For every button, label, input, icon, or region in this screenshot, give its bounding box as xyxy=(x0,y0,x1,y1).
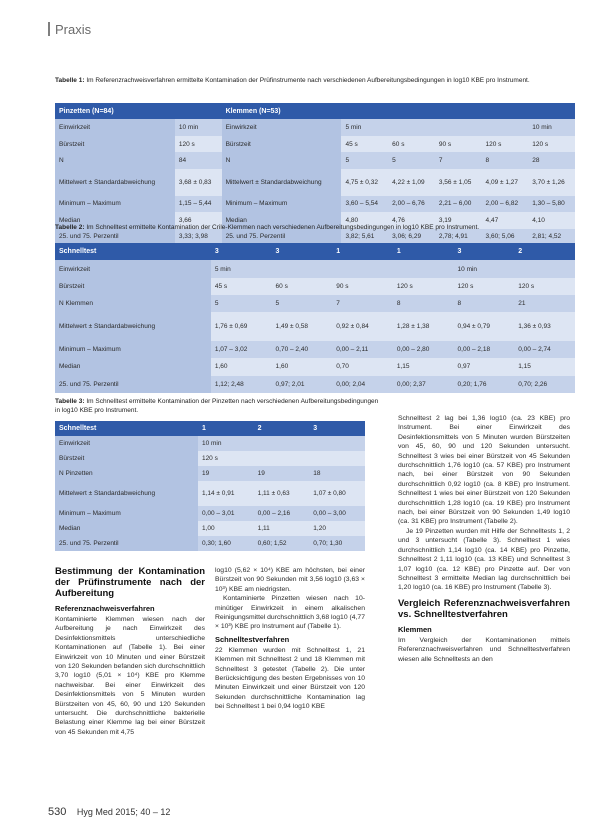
table3-cell: 0,00 – 3,01 xyxy=(198,506,254,521)
table1-cell: 25. und 75. Perzentil xyxy=(55,229,175,245)
table3-cell: 1,11 ± 0,63 xyxy=(254,481,310,506)
table1-cell: 5 xyxy=(341,152,388,168)
table1-caption xyxy=(55,77,575,86)
table1-cell: 3,60 – 5,54 xyxy=(341,196,388,212)
clamps-heading: Klemmen xyxy=(398,624,432,634)
table1-cell: 3,33; 3,98 xyxy=(175,229,222,245)
table1-row xyxy=(55,196,575,212)
table1-cell: 2,78; 4,91 xyxy=(435,229,482,245)
table1-cell: 120 s xyxy=(175,136,222,152)
table2-cell: Minimum – Maximum xyxy=(55,341,211,358)
table1-cell: 2,81; 4,52 xyxy=(528,229,575,245)
table2-row xyxy=(55,376,575,393)
table2-cell: 0,70 – 2,40 xyxy=(272,341,333,358)
table1-cell: Bürstzeit xyxy=(55,136,175,152)
table1-cell: 5 xyxy=(388,152,435,168)
table3-cell: 1,00 xyxy=(198,521,254,536)
table1-cell: Median xyxy=(55,212,175,228)
table1-cell: 90 s xyxy=(435,136,482,152)
table1-header-cell xyxy=(175,103,222,119)
table3-cell: 19 xyxy=(198,466,254,481)
table2-header-row xyxy=(55,243,575,260)
table2-cell: 0,97 xyxy=(454,358,515,375)
table1-header-cell: Pinzetten (N=84) xyxy=(55,103,175,119)
table1-cell: 4,47 xyxy=(482,212,529,228)
results-heading: Bestimmung der Kontamination der Prüfinstrumente nach der Aufbereitung xyxy=(55,566,205,599)
table1-cell: Median xyxy=(222,212,342,228)
table2-cell: 8 xyxy=(393,295,454,312)
table2-cell: 0,00 – 2,80 xyxy=(393,341,454,358)
column-2-text-1: log10 (5,62 × 10⁴) KBE am höchsten, bei einer Bürstzeit von 90 Sekunden mit 3,56 log10 (3,63 × 10³) KBE am niedrigsten. xyxy=(215,567,365,593)
table2-header-cell: 3 xyxy=(211,243,272,260)
table2-header-cell: 2 xyxy=(514,243,575,260)
table3-cell: 0,00 – 3,00 xyxy=(309,506,365,521)
table3-row xyxy=(55,466,365,481)
table1-cell: Einwirkzeit xyxy=(55,119,175,135)
table2-cell: 1,76 ± 0,69 xyxy=(211,312,272,340)
table3-cell xyxy=(254,451,310,466)
table1-cell: Einwirkzeit xyxy=(222,119,342,135)
table2-header-cell: 1 xyxy=(393,243,454,260)
table2-cell: 0,00; 2,37 xyxy=(393,376,454,393)
table2-row xyxy=(55,312,575,340)
table1-cell: N xyxy=(55,152,175,168)
table2-cell xyxy=(332,260,393,277)
column-1 xyxy=(55,566,205,737)
section-header xyxy=(48,22,91,37)
table3-caption-label: Tabelle 3: xyxy=(55,398,85,405)
table2-row xyxy=(55,295,575,312)
table2-cell: 5 min xyxy=(211,260,272,277)
table3-cell: Bürstzeit xyxy=(55,451,198,466)
table3-header-cell: 3 xyxy=(309,421,365,436)
table2-row xyxy=(55,358,575,375)
table1-cell: 10 min xyxy=(528,119,575,135)
page-footer xyxy=(48,806,170,818)
table2-header-cell: Schnelltest xyxy=(55,243,211,260)
table2-cell: 0,20; 1,76 xyxy=(454,376,515,393)
table3 xyxy=(55,421,365,551)
table1-cell: 2,21 – 6,00 xyxy=(435,196,482,212)
table1-cell: 3,19 xyxy=(435,212,482,228)
table1-cell: 84 xyxy=(175,152,222,168)
column-3 xyxy=(398,414,570,664)
table2-cell: 1,36 ± 0,93 xyxy=(514,312,575,340)
table2-row xyxy=(55,260,575,277)
comparison-heading: Vergleich Referenznachweisverfahren vs. Schnelltestverfahren xyxy=(398,597,570,620)
table1-cell: Bürstzeit xyxy=(222,136,342,152)
table1-header-cell xyxy=(482,103,529,119)
table1-row xyxy=(55,152,575,168)
table3-row xyxy=(55,436,365,451)
table2-cell xyxy=(272,260,333,277)
table1-cell: 8 xyxy=(482,152,529,168)
table3-cell: Mittelwert ± Standardabweichung xyxy=(55,481,198,506)
table1-row xyxy=(55,169,575,196)
column-2-text-2: Kontaminierte Pinzetten wiesen nach 10-minütiger Einwirkzeit in einem alkalischen Reinigungsmittel durchschnittlich 3,68 log10 (4,77 × 10³) KBE pro Instrument auf (Tabelle 1). xyxy=(215,595,365,631)
table2-cell: 0,94 ± 0,79 xyxy=(454,312,515,340)
table3-row xyxy=(55,481,365,506)
table1-cell: 3,68 ± 0,83 xyxy=(175,169,222,196)
table1-cell: 3,06; 6,29 xyxy=(388,229,435,245)
table3-cell: Minimum – Maximum xyxy=(55,506,198,521)
table2-cell: 0,92 ± 0,84 xyxy=(332,312,393,340)
table1-cell: 4,76 xyxy=(388,212,435,228)
table3-cell: Median xyxy=(55,521,198,536)
table1-cell xyxy=(388,119,435,135)
table3-cell xyxy=(309,436,365,451)
table2-cell: 120 s xyxy=(454,278,515,295)
table3-cell: 0,60; 1,52 xyxy=(254,536,310,551)
table2-cell: 1,60 xyxy=(211,358,272,375)
table3-row xyxy=(55,536,365,551)
table2-cell: Median xyxy=(55,358,211,375)
table2-cell xyxy=(514,260,575,277)
table2-cell: 5 xyxy=(211,295,272,312)
table1-cell: 4,80 xyxy=(341,212,388,228)
column-3-text-1: Schnelltest 2 lag bei 1,36 log10 (ca. 23 KBE) pro Instrument. Bei einer Einwirkzeit des Desinfektionsmittels von 5 Minuten wurden Bürstzeiten von 45, 60, 90 und 120 Sekunden untersucht. Schnelltest 3 wies bei einer Bürstzeit von 45 Sekunden durchschnittlich 1,76 log10 (ca. 57 KBE) pro Instrument nach, bei einer Bürstzeit von 90 Sekunden durchschnittlich 0,92 log10 (ca. 8 KBE) pro Instrument. Schnelltest 1 wies bei einer Bürstzeit von 120 Sekunden durchschnittlich 1,28 log10 (ca. 19 KBE) pro Instrument nach, bei einer Bürstzeit von 90 Sekunden 1,49 log10 (ca. 31 KBE) pro Instrument (Tabelle 2). xyxy=(398,415,570,526)
table3-cell: 0,70; 1,30 xyxy=(309,536,365,551)
table2-cell: 120 s xyxy=(393,278,454,295)
table1-cell: 3,66 xyxy=(175,212,222,228)
table3-header-row xyxy=(55,421,365,436)
table1-header-cell: Klemmen (N=53) xyxy=(222,103,342,119)
table2-cell: 21 xyxy=(514,295,575,312)
table1-cell: 45 s xyxy=(341,136,388,152)
table2 xyxy=(55,243,575,393)
table2-cell: Einwirkzeit xyxy=(55,260,211,277)
table2-row xyxy=(55,278,575,295)
table2-caption-text: Im Schnelltest ermittelte Kontamination der Crile-Klemmen nach verschiedenen Aufbereitungsbedingungen in log10 KBE pro Instrument. xyxy=(86,224,480,231)
table2-cell: Bürstzeit xyxy=(55,278,211,295)
section-title: Praxis xyxy=(55,22,92,37)
table3-cell: 1,11 xyxy=(254,521,310,536)
reference-method-heading: Referenznachweisverfahren xyxy=(55,604,155,613)
table3-cell: 120 s xyxy=(198,451,254,466)
table1-caption-text: Im Referenzrachweisverfahren ermittelte Kontamination der Prüfinstrumente nach verschiedenen Aufbereitungsbedingungen in log10 KBE pro Instrument. xyxy=(86,77,530,84)
table3-cell: 25. und 75. Perzentil xyxy=(55,536,198,551)
table2-cell: 1,15 xyxy=(393,358,454,375)
table1-cell: 5 min xyxy=(341,119,388,135)
section-bar xyxy=(48,22,50,36)
table2-cell: 120 s xyxy=(514,278,575,295)
table3-cell: 1,14 ± 0,91 xyxy=(198,481,254,506)
table2-cell: 10 min xyxy=(454,260,515,277)
table3-cell xyxy=(254,436,310,451)
table1-row xyxy=(55,119,575,135)
table2-cell: 8 xyxy=(454,295,515,312)
table1-cell: 3,60; 5,06 xyxy=(482,229,529,245)
table1-cell: Mittelwert ± Standardabweichung xyxy=(222,169,342,196)
table2-caption-label: Tabelle 2: xyxy=(55,224,85,231)
table1-cell: 28 xyxy=(528,152,575,168)
table1-cell: 3,82; 5,61 xyxy=(341,229,388,245)
table1-cell xyxy=(435,119,482,135)
table1-cell: 4,10 xyxy=(528,212,575,228)
table3-cell: 1,20 xyxy=(309,521,365,536)
table1-cell: 4,22 ± 1,09 xyxy=(388,169,435,196)
column-2-text-3: 22 Klemmen wurden mit Schnelltest 1, 21 Klemmen mit Schnelltest 2 und 18 Klemmen mit Schnelltest 3 getestet (Tabelle 2). Die unter Berücksichtigung des besten Ergebnisses von 10 Minuten Einwirkzeit und einer Bürstzeit von 120 Sekunden durchschnittliche Kontamination lag bei Schnelltest 1 bei 0,94 log10 KBE xyxy=(215,646,365,711)
table2-cell: 90 s xyxy=(332,278,393,295)
table2-caption xyxy=(55,224,575,233)
table2-cell: 0,00 – 2,74 xyxy=(514,341,575,358)
table2-cell: 1,15 xyxy=(514,358,575,375)
table1-cell: 2,00 – 6,82 xyxy=(482,196,529,212)
table1-cell: Minimum – Maximum xyxy=(55,196,175,212)
table2-cell: 0,70 xyxy=(332,358,393,375)
table3-cell: 18 xyxy=(309,466,365,481)
table2-cell: N Klemmen xyxy=(55,295,211,312)
table1-row xyxy=(55,136,575,152)
table3-row xyxy=(55,451,365,466)
table2-cell: 45 s xyxy=(211,278,272,295)
table3-caption-text: Im Schnelltest ermittelte Kontamination der Pinzetten nach verschiedenen Aufbereitungsbedingungen in log10 KBE pro Instrument. xyxy=(55,398,379,414)
table2-cell: 1,49 ± 0,58 xyxy=(272,312,333,340)
table3-cell: 19 xyxy=(254,466,310,481)
table2-cell: 0,00 – 2,18 xyxy=(454,341,515,358)
table3-cell xyxy=(309,451,365,466)
table1-cell: N xyxy=(222,152,342,168)
table1-header-cell xyxy=(528,103,575,119)
table1-cell: 10 min xyxy=(175,119,222,135)
table2-header-cell: 3 xyxy=(454,243,515,260)
table3-cell: 0,30; 1,60 xyxy=(198,536,254,551)
table1-cell xyxy=(482,119,529,135)
table1-header-cell xyxy=(341,103,388,119)
table2-header-cell: 1 xyxy=(332,243,393,260)
table2-cell: 25. und 75. Perzentil xyxy=(55,376,211,393)
table3-cell: Einwirkzeit xyxy=(55,436,198,451)
table2-cell: 1,07 – 3,02 xyxy=(211,341,272,358)
table3-row xyxy=(55,521,365,536)
table2-cell: 5 xyxy=(272,295,333,312)
table3-cell: 1,07 ± 0,80 xyxy=(309,481,365,506)
table3-header-cell: 2 xyxy=(254,421,310,436)
table3-cell: 10 min xyxy=(198,436,254,451)
table1-cell: 4,75 ± 0,32 xyxy=(341,169,388,196)
table1-cell: 120 s xyxy=(482,136,529,152)
table3-header-cell: Schnelltest xyxy=(55,421,198,436)
table2-cell: 7 xyxy=(332,295,393,312)
table1-cell: 1,30 – 5,80 xyxy=(528,196,575,212)
table1-cell: 2,00 – 6,76 xyxy=(388,196,435,212)
table3-cell: 0,00 – 2,16 xyxy=(254,506,310,521)
table2-cell: 0,00 – 2,11 xyxy=(332,341,393,358)
journal-citation: Hyg Med 2015; 40 – 12 xyxy=(76,807,171,817)
column-3-text-3: Im Vergleich der Kontaminationen mittels Referenznachweisverfahren und Schnelltestverfahren wiesen alle Schnelltests an den xyxy=(398,636,570,663)
table2-row xyxy=(55,341,575,358)
table1-cell: Mittelwert ± Standardabweichung xyxy=(55,169,175,196)
table2-header-cell: 3 xyxy=(272,243,333,260)
rapid-test-heading: Schnelltestverfahren xyxy=(215,634,290,644)
table1-cell: 4,09 ± 1,27 xyxy=(482,169,529,196)
table2-cell: 1,28 ± 1,38 xyxy=(393,312,454,340)
table2-cell: 1,60 xyxy=(272,358,333,375)
page-number: 530 xyxy=(48,806,67,818)
column-2 xyxy=(215,566,365,712)
column-3-text-2: Je 19 Pinzetten wurden mit Hilfe der Schnelltests 1, 2 und 3 untersucht (Tabelle 3). Schnelltest 1 wies durchschnittlich 1,14 log10 (ca. 14 KBE) pro Pinzette, Schnelltest 2 1,11 log10 (ca. 13 KBE) und Schnelltest 3 1,07 log10 (ca. 12 KBE) pro Pinzette auf. Der von Schnelltest 3 ermittelte Median lag durchschnittlich bei 1,20 log10 (ca. 16 KBE) pro Instrument (Tabelle 3). xyxy=(398,527,570,592)
table1-cell: 25. und 75. Perzentil xyxy=(222,229,342,245)
table1-cell: 60 s xyxy=(388,136,435,152)
table2-cell: 0,00; 2,04 xyxy=(332,376,393,393)
table3-caption xyxy=(55,398,385,415)
column-1-text: Kontaminierte Klemmen wiesen nach der Aufbereitung je nach Einwirkzeit des Desinfektionsmittels unterschiedliche Kontaminationen auf (Tabelle 1). Bei einer Einwirkzeit von 10 Minuten und einer Bürstzeit von 120 Sekunden befanden sich durchschnittlich 3,70 log10 (5,01 × 10⁴) KBE pro Klemme nachweisbar. Bei einer Einwirkzeit des Desinfektionsmittels von 5 Minuten wurden Bürstzeiten von 45, 60, 90 und 120 Sekunden untersucht. Die durchschnittliche bakterielle Belastung einer Klemme lag bei einer Bürstzeit von 45 Sekunden mit 4,75 xyxy=(55,616,205,736)
table2-cell: 60 s xyxy=(272,278,333,295)
table2-cell xyxy=(393,260,454,277)
table2-cell: Mittelwert ± Standardabweichung xyxy=(55,312,211,340)
table1-cell: 7 xyxy=(435,152,482,168)
table3-header-cell: 1 xyxy=(198,421,254,436)
table1-cell: 120 s xyxy=(528,136,575,152)
table2-cell: 0,97; 2,01 xyxy=(272,376,333,393)
table1-cell: Minimum – Maximum xyxy=(222,196,342,212)
table1-cell: 3,56 ± 1,05 xyxy=(435,169,482,196)
table2-cell: 0,70; 2,26 xyxy=(514,376,575,393)
table1-cell: 3,70 ± 1,26 xyxy=(528,169,575,196)
table1-header-cell xyxy=(388,103,435,119)
table1-caption-label: Tabelle 1: xyxy=(55,77,85,84)
table1-header-cell xyxy=(435,103,482,119)
table1-cell: 1,15 – 5,44 xyxy=(175,196,222,212)
table3-row xyxy=(55,506,365,521)
table3-cell: N Pinzetten xyxy=(55,466,198,481)
table1-header-row xyxy=(55,103,575,119)
table2-cell: 1,12; 2,48 xyxy=(211,376,272,393)
